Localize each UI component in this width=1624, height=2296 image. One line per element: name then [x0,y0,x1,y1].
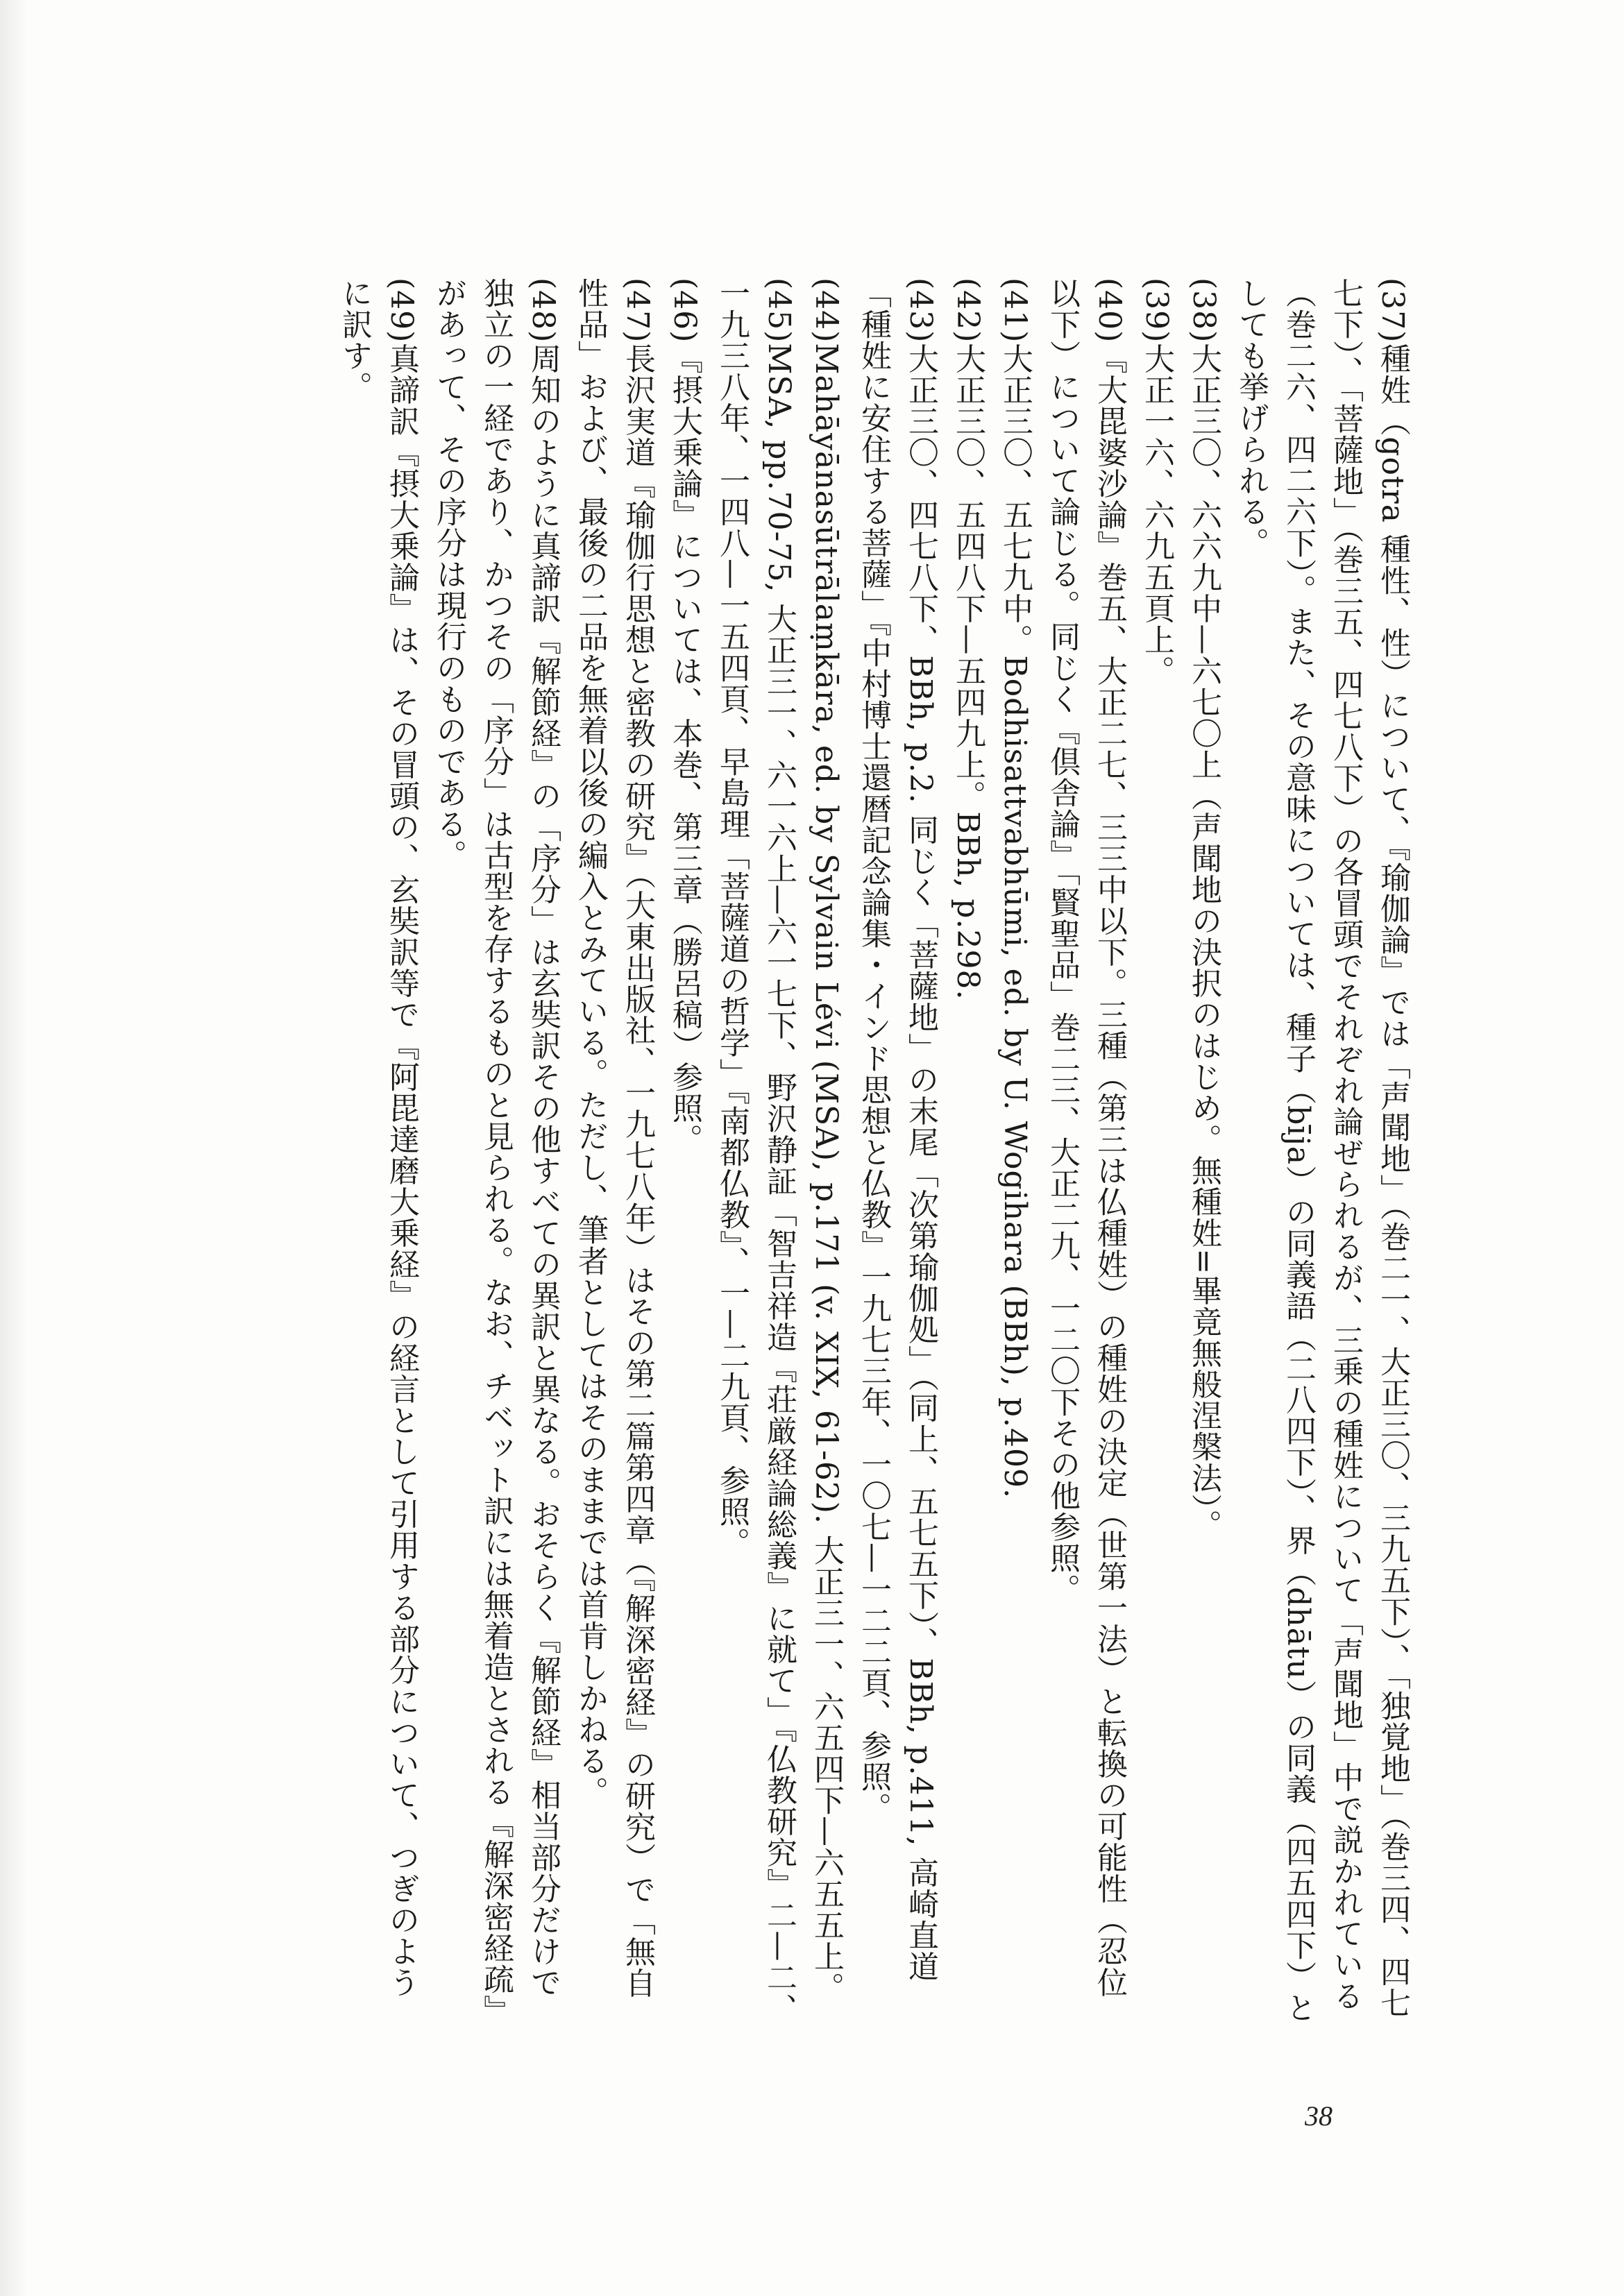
footnote-37 [1227,278,1416,2026]
footnote-39 [1133,278,1180,2026]
footnote-number: (40) [1092,278,1127,343]
footnote-number: (38) [1186,278,1221,343]
footnote-text: 真諦訳『摂大乗論』は、その冒頭の、玄奘訳等で『阿毘達磨大乗経』の経言として引用する部分について、つぎのように訳す。 [337,278,419,1998]
footnote-45 [708,278,802,2026]
footnote-text: 大正三〇、五七九中。Bodhisattvabhūmi, ed. by U. Wogihara (BBh), p.409. [997,343,1033,1499]
footnote-43 [849,278,944,2026]
footnote-text: 大正三〇、四七八下、BBh, p.2. 同じく「菩薩地」の末尾「次第瑜伽処」（同上、五七五下）、BBh, p.411, 高崎直道「種姓に安住する菩薩」『中村博士還暦記念論集・インド思想と仏教』一九七三年、一〇七—一二二頁、参照。 [856,278,938,1982]
footnote-number: (48) [525,278,561,343]
footnote-text: Mahāyānasūtrālaṃkāra, ed. by Sylvain Lévi (MSA), p.171 (v. XIX, 61-62). 大正三一、六五四下—六五五上。 [809,343,844,2003]
footnote-47 [566,278,661,2026]
footnote-text: 『摂大乗論』については、本巻、第三章（勝呂稿）参照。 [667,343,702,1155]
footnote-40 [1038,278,1133,2026]
footnote-48 [425,278,566,2026]
footnote-number: (47) [620,278,655,343]
footnote-text: MSA, pp.70-75, 大正三一、六一六上—六一七下、野沢静証「智吉祥造『荘厳経論総義』に就て」『仏教研究』二—二、一九三八年、一四八—一五四頁、早島理「菩薩道の哲学」『南都仏教』、一—二九頁、参照。 [714,278,797,2025]
footnote-41 [991,278,1038,2026]
footnote-number: (42) [950,278,986,343]
footnotes-block [194,278,1416,2026]
footnote-number: (43) [903,278,938,343]
footnote-text: 長沢実道『瑜伽行思想と密教の研究』（大東出版社、一九七八年）はその第二篇第四章（『解深密経』の研究）で「無自性品」および、最後の二品を無着以後の編入とみている。ただし、筆者としてはそのままでは首肯しかねる。 [573,278,655,1999]
footnote-42 [944,278,991,2026]
footnote-38 [1180,278,1227,2026]
footnote-number: (37) [1375,278,1410,343]
footnote-text: 大正三〇、五四八下—五四九上。BBh, p.298. [950,343,986,1001]
footnote-44 [802,278,849,2026]
footnote-text: 種姓（gotra 種性、性）について、『瑜伽論』では「声聞地」（巻二一、大正三〇、三九五下）、「独覚地」（巻三四、四七七下）、「菩薩地」（巻三五、四七八下）の各冒頭でそれぞれ論ぜられるが、三乗の種姓について「声聞地」中で説かれている（巻二六、四二六下）。また、その意味については、種子（bīja）の同義語（二八四下）、界（dhātu）の同義（四五四下）としても挙げられる。 [1233,278,1410,2023]
footnote-number: (44) [809,278,844,343]
footnote-number: (39) [1139,278,1174,343]
footnote-number: (41) [997,278,1033,343]
scan-edge-shadow [0,0,28,2296]
footnote-text: 大正三〇、六六九中—六七〇上（声聞地の決択のはじめ。無種姓=畢竟無般涅槃法）。 [1186,343,1221,1541]
page-number: 38 [1305,2100,1333,2132]
footnote-number: (45) [761,278,797,343]
footnote-46 [661,278,708,2026]
footnote-number: (49) [384,278,419,343]
footnote-49 [330,278,425,2026]
footnote-text: 『大毘婆沙論』巻五、大正二七、三三中以下。三種（第三は仏種姓）の種姓の決定（世第一法）と転換の可能性（忍位以下）について論じる。同じく『倶舎論』「賢聖品」巻二三、大正二九、一二〇下その他参照。 [1044,278,1127,1998]
footnote-text: 周知のように真諦訳『解節経』の「序分」は玄奘訳その他すべての異訳と異なる。おそらく『解節経』相当部分だけで独立の一経であり、かつその「序分」は古型を存するものと見られる。なお、チベット訳には無着造とされる『解深密経疏』があって、その序分は現行のものである。 [431,278,561,2026]
footnote-number: (46) [667,278,702,343]
footnote-text: 大正一六、六九五頁上。 [1139,343,1174,687]
